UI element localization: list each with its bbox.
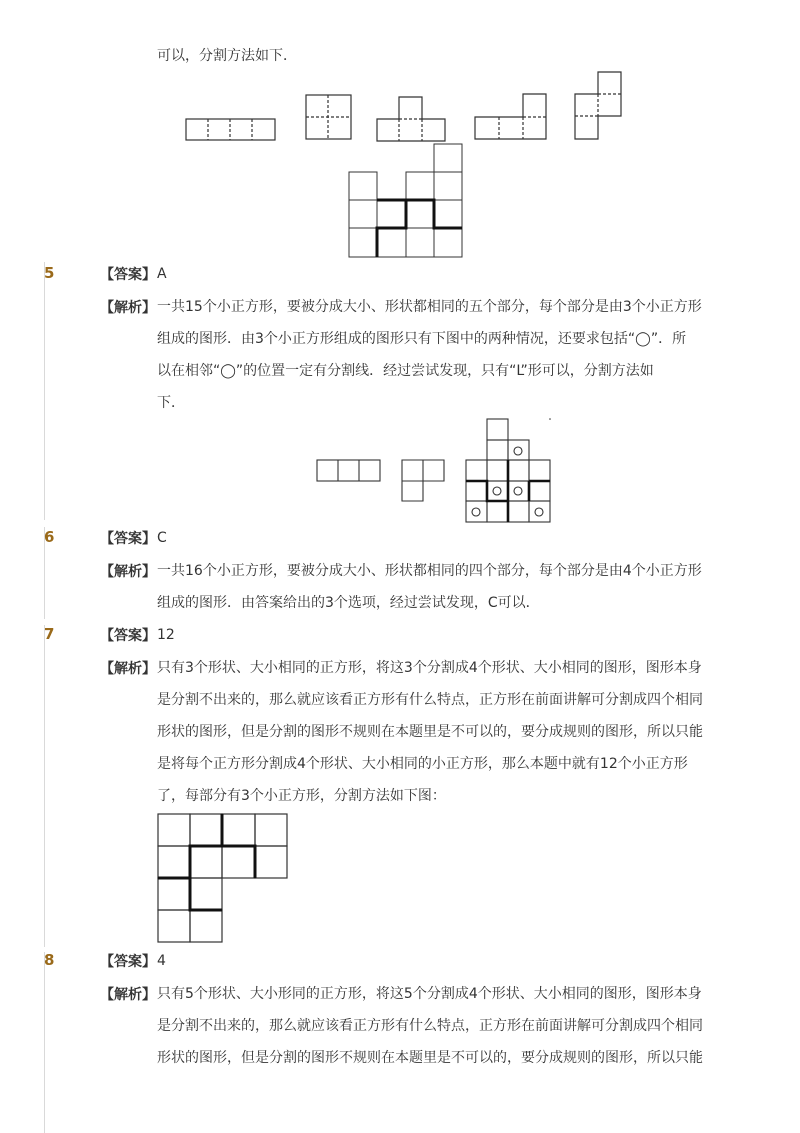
analysis-line: 只有3个形状、大小相同的正方形，将这3个分割成4个形状、大小相同的图形，图形本身 (157, 660, 702, 676)
analysis-line: 组成的图形．由3个小正方形组成的图形只有下图中的两种情况，还要求包括“◯”．所 (157, 331, 687, 347)
answer-label: 【答案】 (100, 531, 156, 547)
analysis-label: 【解析】 (100, 987, 156, 1003)
question-number: 5 (44, 264, 55, 282)
question-number: 7 (44, 625, 55, 643)
answer-value: A (157, 266, 167, 282)
analysis-line: 了，每部分有3个小正方形，分割方法如下图： (157, 788, 446, 804)
answer-value: 4 (157, 953, 166, 969)
analysis-line: 是分割不出来的，那么就应该看正方形有什么特点，正方形在前面讲解可分割成四个相同 (157, 1018, 703, 1034)
analysis-line: 只有5个形状、大小形同的正方形，将这5个分割成4个形状、大小相同的图形，图形本身 (157, 986, 702, 1002)
answer-value: C (157, 530, 167, 546)
analysis-label: 【解析】 (100, 564, 156, 580)
analysis-line: 一共15个小正方形，要被分成大小、形状都相同的五个部分，每个部分是由3个小正方形 (157, 299, 702, 315)
answer-value: 12 (157, 627, 175, 643)
analysis-line: 一共16个小正方形，要被分成大小、形状都相同的四个部分，每个部分是由4个小正方形 (157, 563, 702, 579)
analysis-line: 形状的图形，但是分割的图形不规则在本题里是不可以的，要分成规则的图形，所以只能 (157, 1050, 703, 1066)
analysis-label: 【解析】 (100, 300, 156, 316)
answer-label: 【答案】 (100, 954, 156, 970)
question-number: 8 (44, 951, 55, 969)
analysis-line: 下． (157, 395, 185, 411)
analysis-line: 形状的图形，但是分割的图形不规则在本题里是不可以的，要分成规则的图形，所以只能 (157, 724, 703, 740)
margin-rule (44, 952, 45, 1133)
analysis-text (157, 984, 703, 1080)
analysis-label: 【解析】 (100, 661, 156, 677)
answer-label: 【答案】 (100, 267, 156, 283)
bold-cut (190, 878, 222, 910)
analysis-line: 以在相邻“◯”的位置一定有分割线．经过尝试发现，只有“L”形可以，分割方法如 (157, 363, 654, 379)
analysis-line: 是分割不出来的，那么就应该看正方形有什么特点，正方形在前面讲解可分割成四个相同 (157, 692, 703, 708)
analysis-line: 是将每个正方形分割成4个形状、大小相同的小正方形，那么本题中就有12个小正方形 (157, 756, 688, 772)
analysis-line: 组成的图形．由答案给出的3个选项，经过尝试发现，C可以． (157, 595, 540, 611)
question-number: 6 (44, 528, 55, 546)
answer-label: 【答案】 (100, 628, 156, 644)
intro-line: 可以，分割方法如下． (157, 48, 297, 64)
